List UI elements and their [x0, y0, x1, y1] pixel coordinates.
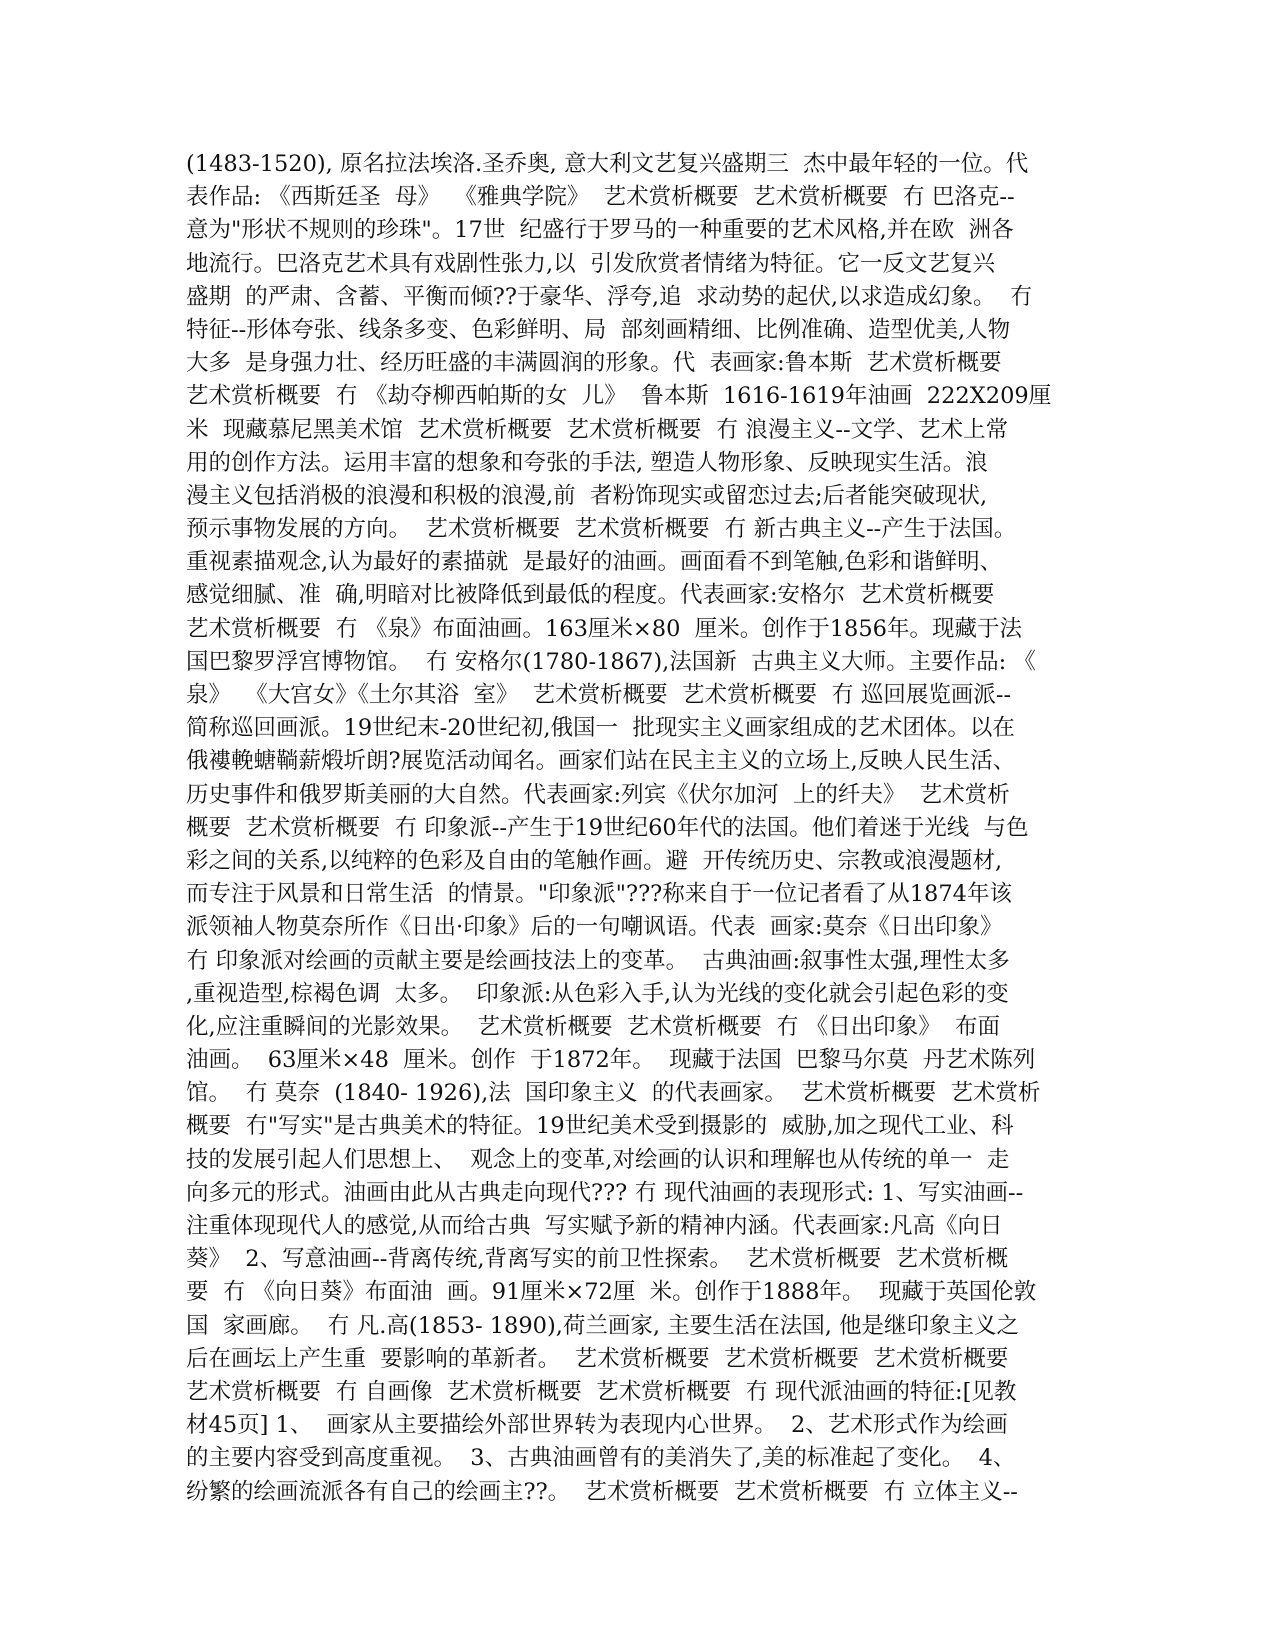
text-line: ,重视造型,棕褐色调 太多。 印象派:从色彩入手,认为光线的变化就会引起色彩的变: [186, 980, 1009, 1007]
text-line: 油画。 63厘米×48 厘米。创作 于1872年。 现藏于法国 巴黎马尔莫 丹艺术陈列: [186, 1047, 1036, 1074]
text-line: 国 家画廊。 冇 凡.高(1853- 1890),荷兰画家, 主要生活在法国, 他是继印象主义之: [186, 1312, 1020, 1339]
text-line: 注重体现现代人的感觉,从而给古典 写实赋予新的精神内涵。代表画家:凡高《向日: [186, 1213, 1003, 1239]
text-line: 漫主义包括消极的浪漫和积极的浪漫,前 者粉饰现实或留恋过去;后者能突破现状,: [186, 482, 988, 509]
text-line: 要 冇 《向日葵》布面油 画。91厘米×72厘 米。创作于1888年。 现藏于英国伦敦: [186, 1279, 1037, 1306]
text-line: 大多 是身强力壮、经历旺盛的丰满圆润的形象。代 表画家:鲁本斯 艺术赏析概要: [186, 350, 1002, 377]
text-line: 泉》 《大宫女》《土尔其浴 室》 艺术赏析概要 艺术赏析概要 冇 巡回展览画派--: [186, 682, 1012, 708]
text-line: 技的发展引起人们思想上、 观念上的变革,对绘画的认识和理解也从传统的单一 走: [186, 1146, 1010, 1173]
text-line: 葵》 2、写意油画--背离传统,背离写实的前卫性探索。 艺术赏析概要 艺术赏析概: [186, 1246, 1009, 1273]
text-line: 派领袖人物莫奈所作《日出·印象》后的一句嘲讽语。代表 画家:莫奈《日出印象》: [186, 914, 1003, 941]
text-line: 艺术赏析概要 冇 《泉》布面油画。163厘米×80 厘米。创作于1856年。现藏于法: [186, 615, 1022, 642]
text-line: 艺术赏析概要 冇 自画像 艺术赏析概要 艺术赏析概要 冇 现代派油画的特征:[见教: [186, 1378, 1017, 1405]
text-line: 化,应注重瞬间的光影效果。 艺术赏析概要 艺术赏析概要 冇 《日出印象》 布面: [186, 1013, 1001, 1040]
text-line: 彩之间的关系,以纯粹的色彩及自由的笔触作画。避 开传统历史、宗教或浪漫题材,: [186, 847, 1003, 874]
text-line: 国巴黎罗浮宫博物馆。 冇 安格尔(1780-1867),法国新 古典主义大师。主要作品: 《: [186, 648, 1036, 675]
body-text: [186, 148, 1086, 1509]
text-line: 盛期 的严肃、含蓄、平衡而倾??于豪华、浮夸,追 求动势的起伏,以求造成幻象。 冇: [186, 283, 1033, 310]
text-line: 感觉细腻、准 确,明暗对比被降低到最低的程度。代表画家:安格尔 艺术赏析概要: [186, 582, 995, 609]
text-line: 馆。 冇 莫奈 (1840- 1926),法 国印象主义 的代表画家。 艺术赏析概要 艺术赏析: [186, 1080, 1041, 1107]
text-line: 特征--形体夸张、线条多变、色彩鲜明、局 部刻画精细、比例准确、造型优美,人物: [186, 316, 1011, 343]
text-line: 的主要内容受到高度重视。 3、古典油画曾有的美消失了,美的标准起了变化。 4、: [186, 1445, 1016, 1472]
text-line: 用的创作方法。运用丰富的想象和夸张的手法, 塑造人物形象、反映现实生活。浪: [186, 449, 988, 476]
text-line: 后在画坛上产生重 要影响的革新者。 艺术赏析概要 艺术赏析概要 艺术赏析概要: [186, 1345, 1009, 1372]
text-line: 表作品: 《西斯廷圣 母》 《雅典学院》 艺术赏析概要 艺术赏析概要 冇 巴洛克--: [186, 184, 1015, 211]
text-line: 而专注于风景和日常生活 的情景。"印象派"???称来自于一位记者看了从1874年该: [186, 881, 1012, 908]
text-line: 历史事件和俄罗斯美丽的大自然。代表画家:列宾《伏尔加河 上的纤夫》 艺术赏析: [186, 781, 1010, 808]
text-line: 俄褸輓螗鞝薪煅圻朗?展览活动闻名。画家们站在民主主义的立场上,反映人民生活、: [186, 748, 1016, 775]
text-line: 预示事物发展的方向。 艺术赏析概要 艺术赏析概要 冇 新古典主义--产生于法国。: [186, 516, 1017, 543]
text-line: 概要 艺术赏析概要 冇 印象派--产生于19世纪60年代的法国。他们着迷于光线 与色: [186, 814, 1029, 841]
text-line: 冇 印象派对绘画的贡献主要是绘画技法上的变革。 古典油画:叙事性太强,理性太多: [186, 947, 1010, 974]
text-line: 纷繁的绘画流派各有自己的绘画主??。 艺术赏析概要 艺术赏析概要 冇 立体主义--: [186, 1478, 1018, 1505]
text-line: 简称巡回画派。19世纪末-20世纪初,俄国一 批现实主义画家组成的艺术团体。以在: [186, 715, 1015, 742]
text-line: 重视素描观念,认为最好的素描就 是最好的油画。画面看不到笔触,色彩和谐鲜明、: [186, 549, 1003, 576]
text-line: 意为"形状不规则的珍珠"。17世 纪盛行于罗马的一种重要的艺术风格,并在欧 洲各: [186, 217, 1014, 244]
text-line: 艺术赏析概要 冇 《劫夺柳西帕斯的女 儿》 鲁本斯 1616-1619年油画 222X209厘: [186, 383, 1052, 410]
text-line: (1483-1520), 原名拉法埃洛.圣乔奥, 意大利文艺复兴盛期三 杰中最年轻的一位。代: [186, 151, 1029, 177]
text-line: 概要 冇"写实"是古典美术的特征。19世纪美术受到摄影的 威胁,加之现代工业、科: [186, 1113, 1014, 1140]
text-line: 米 现藏慕尼黑美术馆 艺术赏析概要 艺术赏析概要 冇 浪漫主义--文学、艺术上常: [186, 416, 1009, 443]
text-line: 材45页] 1、 画家从主要描绘外部世界转为表现内心世界。 2、艺术形式作为绘画: [186, 1412, 1008, 1439]
text-line: 地流行。巴洛克艺术具有戏剧性张力,以 引发欣赏者情绪为特征。它一反文艺复兴: [186, 250, 995, 277]
text-line: 向多元的形式。油画由此从古典走向现代??? 冇 现代油画的表现形式: 1、写实油画--: [186, 1179, 1024, 1206]
